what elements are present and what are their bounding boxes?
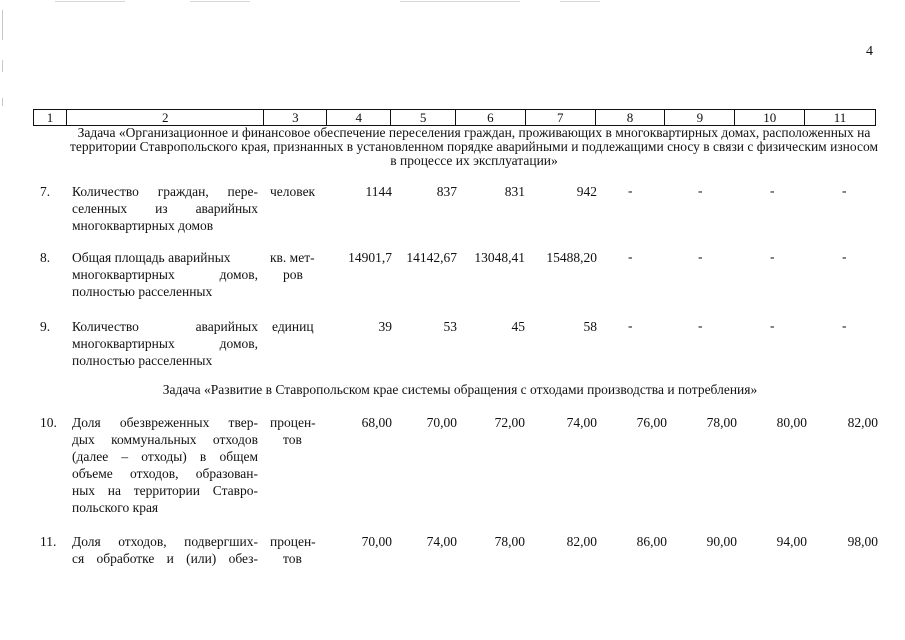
- value-2019: 68,00: [361, 415, 392, 430]
- value-2020: 837: [436, 184, 457, 199]
- value-2021: 45: [511, 319, 525, 334]
- unit-of-measure: процен-: [270, 415, 316, 430]
- value-2019: 39: [378, 319, 392, 334]
- unit-of-measure: ров: [283, 267, 303, 282]
- task-heading: Задача «Развитие в Ставропольском крае системы обращения с отходами производства и потребления»: [162, 382, 758, 397]
- indicator-name-line: Доля обезвреженных твер-: [72, 415, 258, 430]
- value-2024: 90,00: [706, 534, 737, 549]
- value-2025: 94,00: [776, 534, 807, 549]
- value-2019: 70,00: [361, 534, 392, 549]
- column-header: 10: [735, 110, 805, 125]
- value-2022: 58: [583, 319, 597, 334]
- value-2025: -: [770, 249, 775, 264]
- value-2023: 76,00: [636, 415, 667, 430]
- unit-of-measure: тов: [283, 432, 302, 447]
- value-2022: 15488,20: [546, 250, 597, 265]
- value-2025: 80,00: [776, 415, 807, 430]
- column-header: 2: [67, 110, 265, 125]
- value-2020: 70,00: [426, 415, 457, 430]
- value-2020: 14142,67: [406, 250, 457, 265]
- indicator-name-line: объеме отходов, образован-: [72, 466, 258, 481]
- indicator-name-line: дых коммунальных отходов: [72, 432, 258, 447]
- value-2026: 82,00: [847, 415, 878, 430]
- value-2020: 53: [443, 319, 457, 334]
- value-2026: 98,00: [847, 534, 878, 549]
- page-number: 4: [866, 44, 873, 59]
- value-2024: -: [698, 183, 703, 198]
- scan-margin-mark: [2, 98, 3, 106]
- value-2020: 74,00: [426, 534, 457, 549]
- task-heading: Задача «Организационное и финансовое обеспечение переселения граждан, проживающих в многоквартирных домах, расположенных на территории Ставропольского края, признанных в установленном порядке аварийными и подлежащими сносу в связи с физическим износом в процессе их эксплуатации»: [69, 125, 878, 168]
- indicator-name-line: Общая площадь аварийных: [72, 250, 231, 265]
- indicator-name-line: селенных из аварийных: [72, 201, 258, 216]
- row-number: 11.: [40, 534, 57, 549]
- row-number: 9.: [40, 319, 51, 334]
- value-2026: -: [842, 183, 847, 198]
- column-header: 1: [34, 110, 67, 125]
- value-2022: 74,00: [566, 415, 597, 430]
- indicator-name-line: (далее – отходы) в общем: [72, 449, 258, 464]
- value-2022: 942: [576, 184, 597, 199]
- column-header: 4: [327, 110, 391, 125]
- indicator-name-line: Количество граждан, пере-: [72, 184, 258, 199]
- value-2021: 831: [504, 184, 525, 199]
- unit-of-measure: тов: [283, 551, 302, 566]
- value-2024: -: [698, 318, 703, 333]
- column-header: 9: [665, 110, 735, 125]
- indicator-name-line: польского края: [72, 500, 159, 515]
- value-2024: -: [698, 249, 703, 264]
- value-2021: 13048,41: [474, 250, 525, 265]
- indicator-name-line: многоквартирных домов: [72, 218, 214, 233]
- value-2023: -: [628, 318, 633, 333]
- column-header: 6: [456, 110, 526, 125]
- unit-of-measure: процен-: [270, 534, 316, 549]
- column-header: 7: [526, 110, 596, 125]
- row-number: 7.: [40, 184, 51, 199]
- value-2019: 1144: [365, 184, 392, 199]
- value-2019: 14901,7: [348, 250, 392, 265]
- indicator-name-line: Количество аварийных: [72, 319, 258, 334]
- row-number: 8.: [40, 250, 51, 265]
- value-2024: 78,00: [706, 415, 737, 430]
- indicator-name-line: ся обработке и (или) обез-: [72, 551, 258, 566]
- unit-of-measure: человек: [270, 184, 316, 199]
- unit-of-measure: единиц: [272, 319, 314, 334]
- column-header-row: [33, 109, 876, 126]
- indicator-name-line: многоквартирных домов,: [72, 336, 258, 351]
- value-2026: -: [842, 318, 847, 333]
- indicator-name-line: ных на территории Ставро-: [72, 483, 258, 498]
- value-2021: 78,00: [494, 534, 525, 549]
- value-2021: 72,00: [494, 415, 525, 430]
- indicator-name-line: полностью расселенных: [72, 284, 213, 299]
- value-2025: -: [770, 318, 775, 333]
- row-number: 10.: [40, 415, 57, 430]
- unit-of-measure: кв. мет-: [270, 250, 315, 265]
- column-header: 11: [833, 110, 847, 125]
- column-header: 3: [264, 110, 327, 125]
- value-2022: 82,00: [566, 534, 597, 549]
- scan-margin-mark: [2, 10, 3, 40]
- value-2023: -: [628, 249, 633, 264]
- indicator-name-line: полностью расселенных: [72, 353, 213, 368]
- scan-artifact-top: [0, 0, 905, 6]
- value-2026: -: [842, 249, 847, 264]
- value-2025: -: [770, 183, 775, 198]
- value-2023: -: [628, 183, 633, 198]
- column-header: 8: [596, 110, 666, 125]
- indicator-name-line: Доля отходов, подвергших-: [72, 534, 258, 549]
- indicator-name-line: многоквартирных домов,: [72, 267, 258, 282]
- column-header: 5: [391, 110, 456, 125]
- value-2023: 86,00: [636, 534, 667, 549]
- scan-margin-mark: [2, 60, 3, 72]
